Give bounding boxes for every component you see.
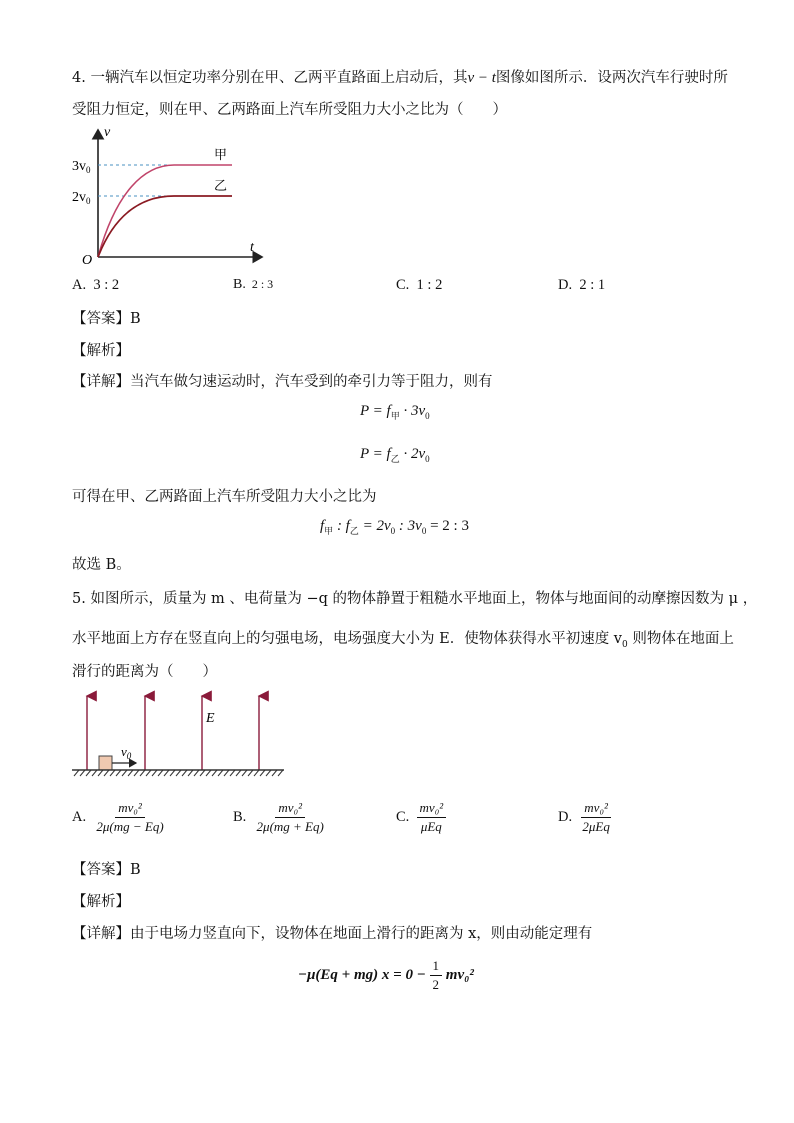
eq-part: = 2v	[358, 518, 391, 534]
q4-vt-symbol: v − t	[467, 70, 496, 86]
q4-answer: 【答案】B	[72, 311, 141, 327]
hatch-mark	[128, 770, 133, 776]
eq-sub0: 0	[421, 526, 427, 536]
hatch-mark	[236, 770, 241, 776]
eq-part: f	[320, 518, 325, 534]
q4-option-d[interactable]	[558, 277, 605, 294]
hatch-mark	[104, 770, 109, 776]
opt-label: B.	[233, 809, 247, 825]
hatch-mark	[254, 770, 259, 776]
q4-option-a[interactable]	[72, 277, 119, 294]
detail-tag: 【详解】	[72, 374, 130, 390]
opt-fraction	[93, 800, 166, 835]
q5-answer: 【答案】B	[72, 862, 141, 878]
eq-part: = 2 : 3	[426, 518, 469, 534]
eq-sub0: 0	[425, 411, 430, 421]
q4-stem-line1	[72, 66, 728, 87]
tick-3v0-sub: 0	[86, 165, 91, 175]
opt-text: 2 : 3	[251, 277, 274, 291]
velocity-v: v	[121, 744, 127, 759]
eq-sub0: 0	[390, 526, 396, 536]
eq-right: mv₀²	[445, 967, 474, 983]
detail-text: 当汽车做匀速运动时，汽车受到的牵引力等于阻力，则有	[130, 374, 493, 390]
hatch-mark	[200, 770, 205, 776]
hatch-mark	[92, 770, 97, 776]
opt-fraction	[254, 800, 327, 835]
hatch-mark	[158, 770, 163, 776]
q5-stem-line1: 5. 如图所示，质量为 m 、电荷量为 −q 的物体静置于粗糙水平地面上，物体与地面间的动摩擦因数为 μ ，	[72, 591, 758, 607]
hatch-mark	[80, 770, 85, 776]
q5-option-d[interactable]	[558, 800, 613, 835]
hatch-mark	[272, 770, 277, 776]
tick-2v0	[72, 190, 91, 206]
curve-jia	[98, 165, 232, 257]
hatch-mark	[266, 770, 271, 776]
frac-num: mv₀²	[581, 800, 611, 818]
hatch-mark	[170, 770, 175, 776]
hatch-mark	[110, 770, 115, 776]
velocity-label	[121, 744, 132, 761]
detail-text: 由于电场力竖直向下，设物体在地面上滑行的距离为 x，则由动能定理有	[130, 926, 593, 942]
hatch-mark	[152, 770, 157, 776]
hatch-mark	[164, 770, 169, 776]
t-axis-label: t	[250, 240, 254, 255]
eq-rest: · 2v	[399, 446, 426, 462]
hatch-mark	[74, 770, 79, 776]
v-axis-label: v	[104, 125, 111, 140]
frac-den: 2μ(mg − Eq)	[96, 819, 164, 834]
frac-den: 2	[432, 977, 440, 992]
hatch-mark	[224, 770, 229, 776]
stem-text: 水平地面上方存在竖直向上的匀强电场，电场强度大小为 E．使物体获得水平初速度 v	[72, 631, 622, 647]
block-object	[99, 756, 112, 770]
hatch-mark	[212, 770, 217, 776]
opt-label: D.	[558, 809, 573, 825]
stem-text-end: 则物体在地面上	[627, 631, 734, 647]
q4-stem-line2: 受阻力恒定，则在甲、乙两路面上汽车所受阻力大小之比为（ ）	[72, 102, 507, 118]
hatch-mark	[242, 770, 247, 776]
q5-option-a[interactable]	[72, 800, 167, 835]
hatch-mark	[182, 770, 187, 776]
hatch-mark	[194, 770, 199, 776]
eq-left: −μ(Eq + mg) x = 0 −	[298, 967, 426, 983]
q5-detail	[72, 922, 592, 943]
hatch-mark	[218, 770, 223, 776]
frac-num: mv₀²	[417, 800, 447, 818]
q4-final: 故选 B。	[72, 557, 131, 573]
opt-text: 1 : 2	[416, 277, 443, 293]
hatch-mark	[188, 770, 193, 776]
q4-stem-text-b: 图像如图所示．设两次汽车行驶时所	[495, 70, 728, 86]
opt-label: B.	[233, 277, 246, 292]
detail-tag: 【详解】	[72, 926, 130, 942]
frac-num: mv₀²	[115, 800, 145, 818]
hatch-mark	[206, 770, 211, 776]
label-jia: 甲	[214, 148, 228, 163]
q5-field-figure	[66, 690, 290, 780]
eq-sub: 乙	[349, 526, 359, 536]
origin-label: O	[82, 253, 93, 268]
opt-text: 2 : 1	[579, 277, 606, 293]
hatch-mark	[86, 770, 91, 776]
q5-option-b[interactable]	[233, 800, 327, 835]
opt-label: A.	[72, 277, 87, 293]
opt-fraction	[579, 800, 612, 835]
opt-text: 3 : 2	[93, 277, 120, 293]
eq-rest: · 3v	[399, 403, 426, 419]
q4-detail	[72, 370, 493, 391]
eq-main: P = f	[360, 446, 391, 462]
eq-fraction	[430, 958, 443, 993]
hatch-mark	[140, 770, 145, 776]
tick-3v0-main: 3v	[72, 159, 86, 174]
eq-part: : 3v	[395, 518, 422, 534]
q5-option-c[interactable]	[396, 800, 446, 835]
eq-sub: 甲	[390, 411, 400, 421]
frac-den: μEq	[420, 819, 442, 834]
eq-main: P = f	[360, 403, 391, 419]
q4-equation-3	[320, 518, 469, 537]
q5-analysis: 【解析】	[72, 894, 130, 910]
tick-2v0-sub: 0	[86, 196, 91, 206]
frac-den: 2μEq	[582, 819, 610, 834]
hatch-mark	[248, 770, 253, 776]
tick-3v0	[72, 159, 91, 175]
q4-option-c[interactable]	[396, 277, 442, 294]
tick-2v0-main: 2v	[72, 190, 86, 205]
opt-label: C.	[396, 809, 410, 825]
opt-label: A.	[72, 809, 87, 825]
q5-stem-line2	[72, 627, 734, 650]
eq-sub: 甲	[324, 526, 334, 536]
velocity-sub: 0	[126, 751, 132, 761]
hatch-mark	[146, 770, 151, 776]
hatch-mark	[230, 770, 235, 776]
opt-label: D.	[558, 277, 573, 293]
opt-fraction	[417, 800, 447, 835]
q4-analysis: 【解析】	[72, 343, 130, 359]
eq-part: : f	[333, 518, 350, 534]
ground-hatching	[74, 770, 283, 776]
q4-vt-graph	[66, 122, 266, 272]
eq-sub: 乙	[390, 454, 400, 464]
frac-num: mv₀²	[275, 800, 305, 818]
hatch-mark	[134, 770, 139, 776]
hatch-mark	[122, 770, 127, 776]
frac-num: 1	[430, 958, 443, 976]
q5-equation	[298, 958, 474, 993]
hatch-mark	[260, 770, 265, 776]
q5-stem-line3: 滑行的距离为（ ）	[72, 664, 217, 680]
hatch-mark	[98, 770, 103, 776]
q4-stem-text-a: 4. 一辆汽车以恒定功率分别在甲、乙两平直路面上启动后，其	[72, 70, 468, 86]
label-yi: 乙	[214, 179, 228, 194]
hatch-mark	[176, 770, 181, 776]
field-label-e: E	[206, 711, 215, 726]
q4-option-b[interactable]	[233, 277, 273, 293]
q4-equation-2	[360, 446, 430, 465]
eq-sub0: 0	[425, 454, 430, 464]
q4-equation-1	[360, 403, 430, 422]
opt-label: C.	[396, 277, 410, 293]
q4-conclusion-text: 可得在甲、乙两路面上汽车所受阻力大小之比为	[72, 489, 377, 505]
stem-sub: 0	[622, 639, 628, 650]
hatch-mark	[116, 770, 121, 776]
hatch-mark	[278, 770, 283, 776]
frac-den: 2μ(mg + Eq)	[256, 819, 324, 834]
